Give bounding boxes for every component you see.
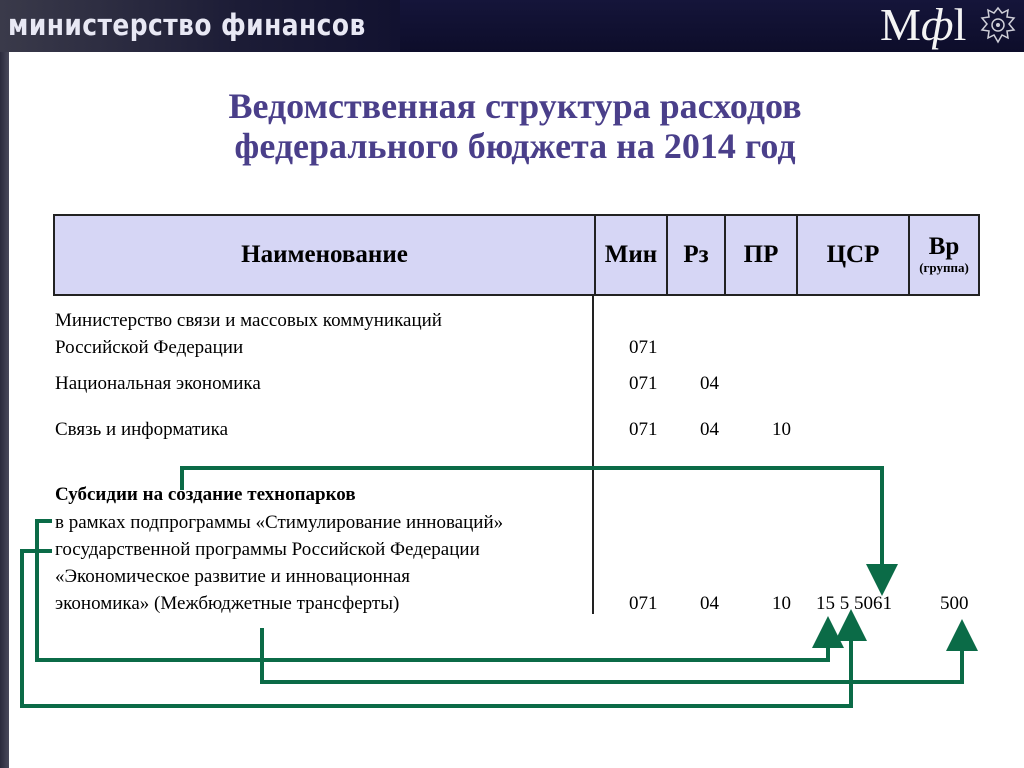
- cell-min: 071: [629, 593, 658, 614]
- cell-rz: 04: [700, 419, 719, 440]
- row-name: экономика» (Межбюджетные трансферты): [55, 593, 400, 614]
- ministry-name: министерство финансов: [8, 8, 366, 42]
- title-line-2: федерального бюджета на 2014 год: [234, 126, 796, 166]
- row-name: Министерство связи и массовых коммуникаций: [55, 310, 442, 331]
- row-name: Связь и информатика: [55, 419, 229, 440]
- cell-pr: 10: [772, 419, 791, 440]
- cell-rz: 04: [700, 593, 719, 614]
- row-name: государственной программы Российской Федерации: [55, 539, 480, 560]
- row-name: Российской Федерации: [55, 337, 244, 358]
- cell-csr: 15 5 5061: [816, 593, 892, 614]
- header-pr: ПР: [724, 216, 796, 294]
- row-name-bold: Субсидии на создание технопарков: [55, 484, 356, 505]
- arrow-subsidy-to-csr: [182, 468, 882, 580]
- minfin-logo: Мфl: [880, 0, 967, 50]
- cell-rz: 04: [700, 373, 719, 394]
- cell-vr: 500: [940, 593, 969, 614]
- cell-min: 071: [629, 373, 658, 394]
- header-rz: Рз: [666, 216, 724, 294]
- cell-min: 071: [629, 419, 658, 440]
- row-name: «Экономическое развитие и инновационная: [55, 566, 411, 587]
- title-line-1: Ведомственная структура расходов: [228, 86, 802, 126]
- arrow-subprogram-to-csr: [37, 521, 828, 660]
- header-min: Мин: [594, 216, 666, 294]
- row-name: в рамках подпрограммы «Стимулирование инноваций»: [55, 512, 504, 533]
- cell-pr: 10: [772, 593, 791, 614]
- header-csr: ЦСР: [796, 216, 908, 294]
- header-vr-sub: (группа): [919, 260, 969, 275]
- row-name: Национальная экономика: [55, 373, 261, 394]
- header-name: Наименование: [241, 241, 408, 268]
- arrow-transfers-to-vr: [262, 628, 962, 682]
- header-vr-label: Вр: [928, 233, 960, 260]
- cell-min: 071: [629, 337, 658, 358]
